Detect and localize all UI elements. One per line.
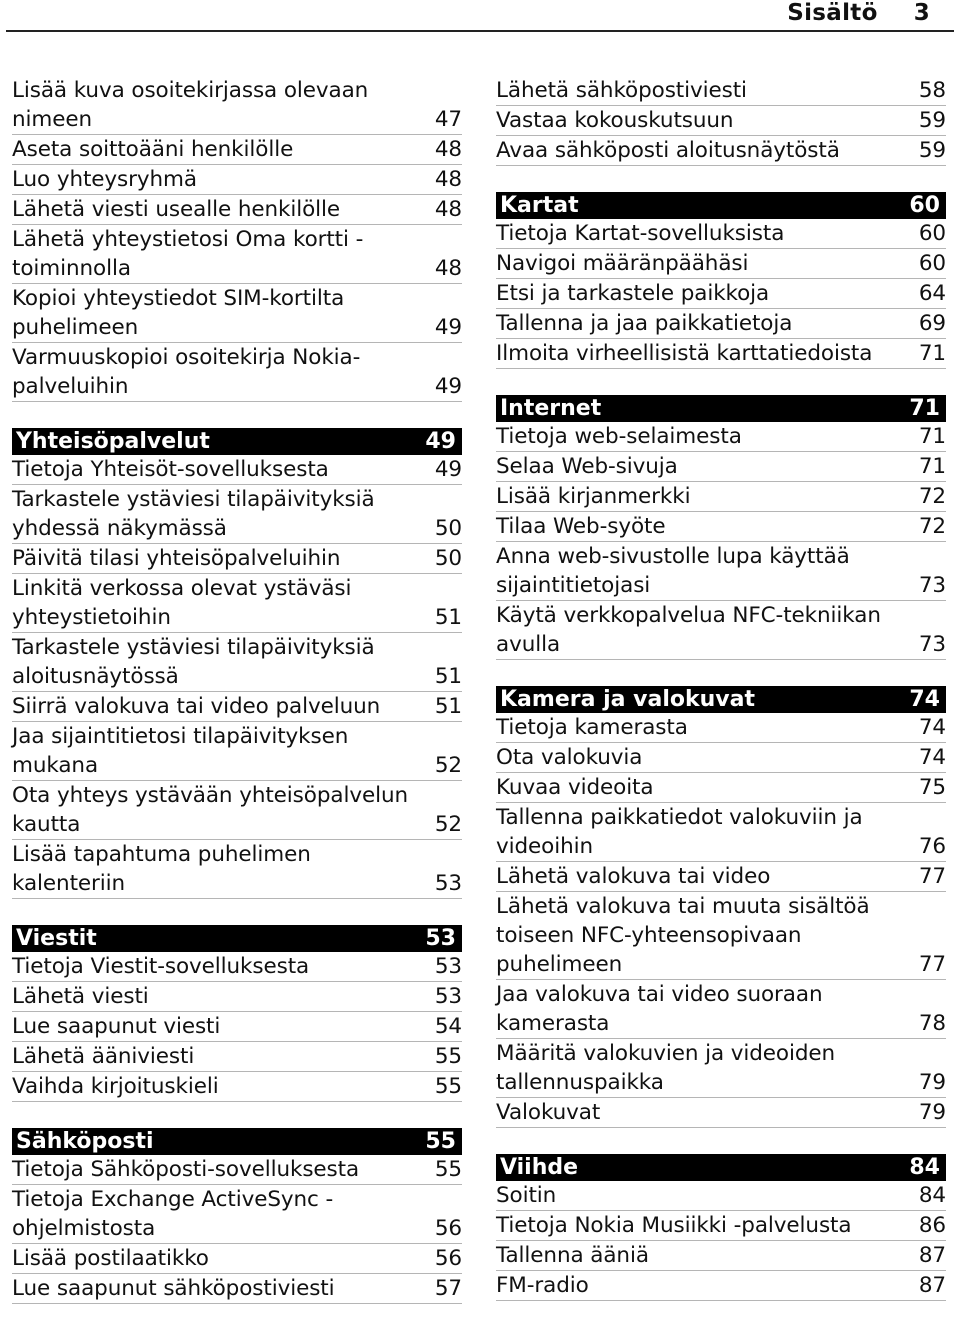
toc-entry[interactable] [496,1241,946,1271]
toc-entry-line [12,781,462,810]
toc-entry-line [496,1009,946,1038]
toc-entry-line [496,601,946,630]
toc-entry[interactable] [12,982,462,1012]
toc-entry[interactable] [12,135,462,165]
toc-entry-page: 73 [918,573,946,598]
toc-entry-text: toiseen NFC-yhteensopivaan [496,923,802,948]
toc-entry-page: 55 [434,1157,462,1182]
toc-entry[interactable] [12,633,462,692]
section-heading-label: Viihde [500,1155,579,1180]
toc-entry-line [12,751,462,780]
toc-entry-text: Tarkastele ystäviesi tilapäivityksiä [12,487,375,512]
section-heading[interactable] [496,192,946,219]
toc-entry-text: Navigoi määränpäähäsi [496,251,749,276]
toc-entry-text: ohjelmistosta [12,1216,156,1241]
toc-entry-page: 64 [918,281,946,306]
toc-entry[interactable] [12,455,462,485]
toc-entry-page: 58 [918,78,946,103]
toc-entry-page: 76 [918,834,946,859]
toc-entry-line [496,279,946,308]
toc-entry-text: videoihin [496,834,594,859]
toc-entry-text: Tietoja Kartat-sovelluksista [496,221,785,246]
toc-entry-line [496,512,946,541]
toc-entry-line [496,921,946,950]
toc-entry-line [12,485,462,514]
toc-entry[interactable] [12,225,462,284]
toc-entry[interactable] [496,482,946,512]
toc-entry-text: Tarkastele ystäviesi tilapäivityksiä [12,635,375,660]
toc-entry-text: Etsi ja tarkastele paikkoja [496,281,770,306]
toc-entry-page: 50 [434,516,462,541]
section-heading-label: Yhteisöpalvelut [16,429,210,454]
toc-entry-text: Anna web-sivustolle lupa käyttää [496,544,850,569]
toc-entry-line [12,284,462,313]
toc-entry-text: Lähetä yhteystietosi Oma kortti - [12,227,364,252]
page-number: 3 [913,0,930,26]
toc-entry[interactable] [12,1274,462,1304]
toc-entry-text: yhteystietoihin [12,605,171,630]
toc-entry-page: 86 [918,1213,946,1238]
toc-entry-line [496,743,946,772]
toc-entry-page: 59 [918,138,946,163]
toc-entry-line [12,105,462,134]
toc-entry-page: 51 [434,664,462,689]
toc-entry-line [12,1185,462,1214]
toc-entry-page: 74 [918,745,946,770]
toc-entry-line [496,482,946,511]
toc-entry[interactable] [12,1012,462,1042]
toc-entry-line [12,603,462,632]
toc-entry-text: Siirrä valokuva tai video palveluun [12,694,381,719]
toc-entry-text: FM-radio [496,1273,589,1298]
toc-entry-page: 51 [434,605,462,630]
toc-entry-text: mukana [12,753,99,778]
toc-entry-text: Soitin [496,1183,557,1208]
toc-entry-text: yhdessä näkymässä [12,516,227,541]
toc-entry[interactable] [496,980,946,1039]
toc-entry-line [496,422,946,451]
section-heading[interactable] [12,428,462,455]
toc-entry-page: 48 [434,256,462,281]
toc-entry[interactable] [496,892,946,980]
toc-entry-line [12,722,462,751]
toc-entry-text: Vaihda kirjoituskieli [12,1074,219,1099]
toc-entry[interactable] [496,743,946,773]
toc-entry-line [496,1211,946,1240]
toc-entry-page: 71 [918,424,946,449]
toc-entry-text: kautta [12,812,81,837]
toc-entry-page: 48 [434,197,462,222]
toc-entry-page: 54 [434,1014,462,1039]
toc-entry-page: 49 [434,374,462,399]
toc-entry[interactable] [496,862,946,892]
toc-entry-line [496,950,946,979]
section-heading-page: 71 [909,396,940,421]
toc-entry-text: Kuvaa videoita [496,775,654,800]
toc-entry-page: 47 [434,107,462,132]
toc-entry-line [496,542,946,571]
toc-entry-page: 53 [434,871,462,896]
toc-entry-page: 78 [918,1011,946,1036]
toc-entry-page: 87 [918,1273,946,1298]
toc-entry-page: 50 [434,546,462,571]
toc-entry-line [12,195,462,224]
toc-entry-page: 49 [434,315,462,340]
toc-entry-page: 71 [918,341,946,366]
toc-entry-page: 57 [434,1276,462,1301]
toc-entry-line [12,662,462,691]
toc-entry-page: 77 [918,952,946,977]
toc-entry-text: Aseta soittoääni henkilölle [12,137,294,162]
toc-entry-line [12,840,462,869]
toc-entry-page: 49 [434,457,462,482]
toc-entry-text: Lisää tapahtuma puhelimen [12,842,311,867]
toc-section [12,1128,462,1304]
toc-section [496,395,946,660]
toc-entry-text: nimeen [12,107,93,132]
toc-entry-text: Tallenna ja jaa paikkatietoja [496,311,793,336]
toc-entry[interactable] [496,106,946,136]
toc-entry-text: Tietoja Exchange ActiveSync - [12,1187,334,1212]
toc-entry[interactable] [12,840,462,899]
toc-entry[interactable] [496,512,946,542]
section-heading[interactable] [496,395,946,422]
toc-entry-page: 74 [918,715,946,740]
toc-entry-text: Tietoja web-selaimesta [496,424,742,449]
toc-entry[interactable] [12,195,462,225]
toc-entry-text: Ilmoita virheellisistä karttatiedoista [496,341,873,366]
section-heading[interactable] [12,1128,462,1155]
toc-entry-line [12,692,462,721]
page-header [6,0,954,32]
toc-entry-line [496,309,946,338]
toc-entry-text: tallennuspaikka [496,1070,664,1095]
toc-entry-text: avulla [496,632,561,657]
toc-entry[interactable] [496,1098,946,1128]
section-heading-label: Internet [500,396,602,421]
toc-entry-line [12,372,462,401]
toc-entry-text: Lue saapunut sähköpostiviesti [12,1276,335,1301]
toc-entry-text: puhelimeen [12,315,139,340]
toc-section [496,192,946,369]
section-heading-label: Viestit [16,926,97,951]
section-heading-label: Kamera ja valokuvat [500,687,755,712]
toc-entry-page: 77 [918,864,946,889]
toc-entry-text: Kopioi yhteystiedot SIM-kortilta [12,286,345,311]
toc-entry-line [12,869,462,898]
toc-entry-text: Lisää kuva osoitekirjassa olevaan [12,78,369,103]
toc-entry[interactable] [496,803,946,862]
toc-entry[interactable] [496,1039,946,1098]
toc-entry[interactable] [12,1244,462,1274]
toc-entry[interactable] [496,249,946,279]
toc-entry-page: 52 [434,812,462,837]
toc-right-column [496,76,946,1327]
toc-entry-page: 51 [434,694,462,719]
toc-entry-text: Lähetä sähköpostiviesti [496,78,747,103]
toc-entry-text: Valokuvat [496,1100,601,1125]
toc-entry[interactable] [496,1211,946,1241]
toc-entry[interactable] [496,1181,946,1211]
toc-entry[interactable] [496,713,946,743]
header-title-block [787,0,930,26]
toc-entry-text: Selaa Web-sivuja [496,454,678,479]
toc-entry-line [12,343,462,372]
toc-entry-line [496,1271,946,1300]
section-heading-page: 49 [425,429,456,454]
toc-entry-text: Jaa valokuva tai video suoraan [496,982,823,1007]
toc-entry-page: 60 [918,221,946,246]
toc-entry-page: 69 [918,311,946,336]
toc-entry-page: 55 [434,1074,462,1099]
toc-entry-page: 53 [434,954,462,979]
toc-entry-text: Tilaa Web-syöte [496,514,666,539]
toc-entry-line [12,633,462,662]
toc-section [496,686,946,1128]
section-heading[interactable] [12,925,462,952]
toc-entry-line [496,76,946,105]
toc-entry-line [496,713,946,742]
toc-entry-text: Luo yhteysryhmä [12,167,197,192]
section-heading-page: 84 [909,1155,940,1180]
toc-entry-text: Lähetä viesti usealle henkilölle [12,197,341,222]
toc-entry-text: Ota valokuvia [496,745,643,770]
toc-entry-page: 52 [434,753,462,778]
toc-entry[interactable] [496,1271,946,1301]
toc-entry-line [496,773,946,802]
section-heading-page: 55 [425,1129,456,1154]
toc-entry-text: toiminnolla [12,256,131,281]
toc-entry[interactable] [12,692,462,722]
toc-entry-text: Lisää kirjanmerkki [496,484,691,509]
toc-entry-text: kamerasta [496,1011,610,1036]
toc-entry[interactable] [496,339,946,369]
toc-entry-line [12,1214,462,1243]
toc-entry-line [12,1274,462,1303]
toc-entry-line [12,165,462,194]
toc-entry-line [496,106,946,135]
toc-entry-text: Lähetä ääniviesti [12,1044,195,1069]
toc-section [496,76,946,166]
toc-entry-text: Lähetä viesti [12,984,149,1009]
toc-entry-text: Linkitä verkossa olevat ystäväsi [12,576,352,601]
toc-entry-line [496,249,946,278]
toc-entry-line [496,1098,946,1127]
toc-entry-line [496,1241,946,1270]
toc-entry-page: 72 [918,484,946,509]
toc-entry-text: Tietoja kamerasta [496,715,688,740]
toc-entry-text: Ota yhteys ystävään yhteisöpalvelun [12,783,409,808]
toc-entry[interactable] [496,422,946,452]
toc-entry-page: 56 [434,1216,462,1241]
toc-entry-text: Tietoja Viestit-sovelluksesta [12,954,310,979]
toc-entry[interactable] [496,279,946,309]
toc-entry-line [496,892,946,921]
section-heading-label: Kartat [500,193,579,218]
toc-entry-text: Tallenna paikkatiedot valokuviin ja [496,805,863,830]
toc-entry-line [12,514,462,543]
toc-entry-page: 55 [434,1044,462,1069]
toc-left-column [12,76,462,1330]
toc-entry[interactable] [496,542,946,601]
toc-entry-page: 71 [918,454,946,479]
toc-entry-line [12,810,462,839]
section-heading-page: 74 [909,687,940,712]
toc-entry-line [496,630,946,659]
toc-entry-line [12,254,462,283]
toc-entry-text: palveluihin [12,374,129,399]
toc-entry-line [496,980,946,1009]
toc-entry-text: Lisää postilaatikko [12,1246,209,1271]
toc-entry[interactable] [12,343,462,402]
toc-entry-line [496,339,946,368]
toc-entry[interactable] [12,781,462,840]
toc-entry-line [496,832,946,861]
toc-entry-page: 79 [918,1100,946,1125]
toc-entry-line [12,982,462,1011]
toc-entry-text: Varmuuskopioi osoitekirja Nokia- [12,345,361,370]
toc-entry-line [12,225,462,254]
toc-entry-page: 56 [434,1246,462,1271]
toc-entry-line [496,136,946,165]
toc-entry-page: 59 [918,108,946,133]
toc-entry-text: Tietoja Sähköposti-sovelluksesta [12,1157,360,1182]
toc-entry-line [12,1072,462,1101]
toc-entry-text: Jaa sijaintitietosi tilapäivityksen [12,724,349,749]
toc-entry-line [496,219,946,248]
toc-entry-line [12,1244,462,1273]
section-heading[interactable] [496,686,946,713]
toc-entry-text: Päivitä tilasi yhteisöpalveluihin [12,546,341,571]
section-heading-page: 60 [909,193,940,218]
toc-entry-line [12,135,462,164]
toc-section [496,1154,946,1301]
toc-entry-line [12,1042,462,1071]
toc-entry-text: Lue saapunut viesti [12,1014,221,1039]
toc-entry-page: 79 [918,1070,946,1095]
toc-entry-line [12,574,462,603]
toc-entry-line [12,455,462,484]
section-heading[interactable] [496,1154,946,1181]
toc-entry-page: 53 [434,984,462,1009]
toc-entry[interactable] [496,601,946,660]
toc-entry[interactable] [496,309,946,339]
toc-entry[interactable] [12,952,462,982]
toc-entry-text: Tallenna ääniä [496,1243,649,1268]
toc-entry[interactable] [12,284,462,343]
toc-entry-line [12,544,462,573]
toc-entry-line [12,952,462,981]
toc-entry-line [12,1155,462,1184]
toc-entry-text: Tietoja Yhteisöt-sovelluksesta [12,457,329,482]
page-title: Sisältö [787,0,878,26]
toc-entry-text: aloitusnäytössä [12,664,179,689]
toc-entry-text: kalenteriin [12,871,126,896]
toc-entry[interactable] [12,574,462,633]
toc-entry[interactable] [496,452,946,482]
toc-entry-line [496,803,946,832]
toc-entry-line [496,1181,946,1210]
toc-entry[interactable] [12,1155,462,1185]
toc-entry[interactable] [12,722,462,781]
toc-entry[interactable] [496,773,946,803]
toc-entry[interactable] [12,1185,462,1244]
toc-entry-text: Vastaa kokouskutsuun [496,108,734,133]
toc-entry-page: 87 [918,1243,946,1268]
toc-entry-line [496,1039,946,1068]
toc-entry-page: 60 [918,251,946,276]
toc-entry-page: 48 [434,137,462,162]
toc-entry-text: Lähetä valokuva tai muuta sisältöä [496,894,870,919]
toc-section [12,428,462,899]
toc-section [12,925,462,1102]
toc-entry-text: Avaa sähköposti aloitusnäytöstä [496,138,840,163]
toc-entry[interactable] [12,485,462,544]
toc-entry-line [12,313,462,342]
toc-entry-text: Lähetä valokuva tai video [496,864,771,889]
toc-entry-page: 84 [918,1183,946,1208]
toc-entry-line [12,76,462,105]
toc-entry-line [496,452,946,481]
toc-entry[interactable] [496,136,946,166]
toc-entry-line [12,1012,462,1041]
toc-entry[interactable] [496,219,946,249]
toc-entry[interactable] [12,165,462,195]
toc-entry-page: 73 [918,632,946,657]
section-heading-label: Sähköposti [16,1129,154,1154]
toc-entry-page: 72 [918,514,946,539]
toc-entry-line [496,1068,946,1097]
toc-section [12,76,462,402]
toc-entry-line [496,571,946,600]
toc-entry-text: puhelimeen [496,952,623,977]
toc-entry-text: Määritä valokuvien ja videoiden [496,1041,836,1066]
toc-entry[interactable] [12,1072,462,1102]
section-heading-page: 53 [425,926,456,951]
toc-entry-text: Käytä verkkopalvelua NFC-tekniikan [496,603,881,628]
toc-entry[interactable] [12,76,462,135]
toc-entry[interactable] [12,1042,462,1072]
toc-entry-page: 75 [918,775,946,800]
toc-entry-page: 48 [434,167,462,192]
toc-entry[interactable] [496,76,946,106]
toc-entry-line [496,862,946,891]
toc-entry[interactable] [12,544,462,574]
toc-entry-text: sijaintitietojasi [496,573,651,598]
toc-entry-text: Tietoja Nokia Musiikki -palvelusta [496,1213,852,1238]
